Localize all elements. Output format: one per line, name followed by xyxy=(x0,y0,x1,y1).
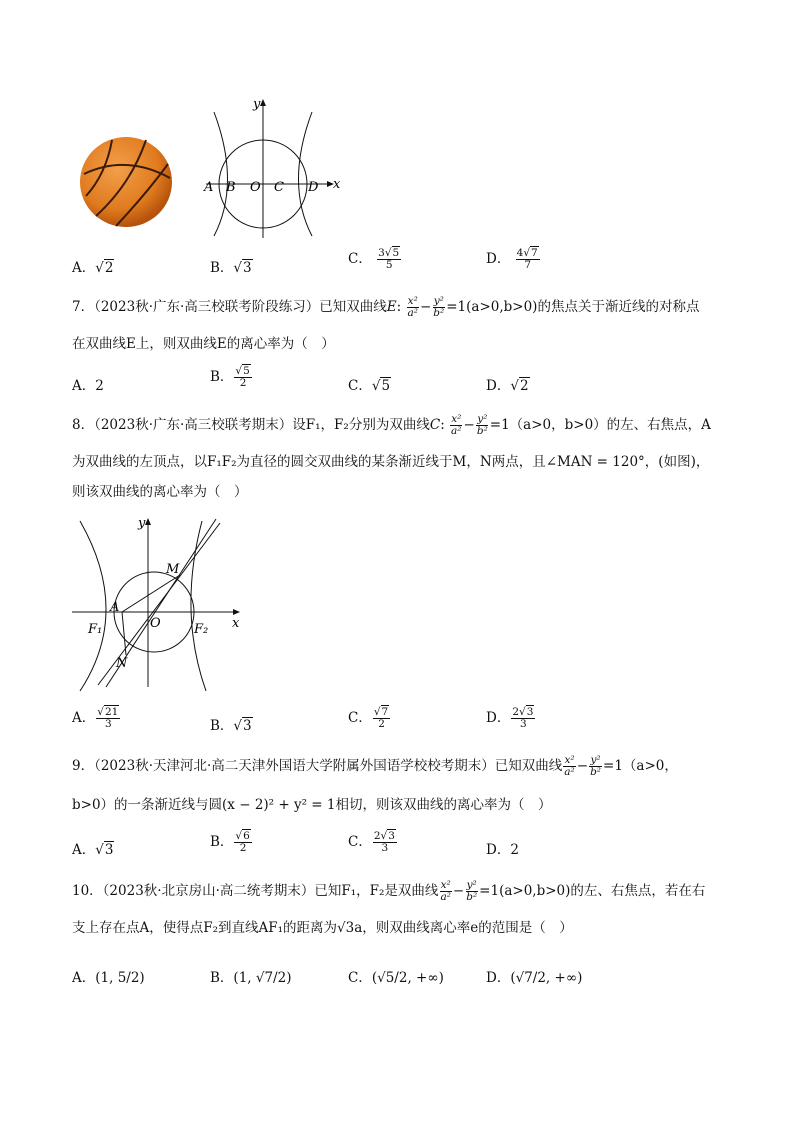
q10-stem-line2: 支上存在点A，使得点F₂到直线AF₁的距离为√3a，则双曲线离心率e的范围是（ ） xyxy=(72,920,573,936)
fig6-label-D: D xyxy=(308,180,319,195)
hyperbola-circle-figure-8 xyxy=(70,515,250,693)
q6-option-b[interactable]: B．√3 xyxy=(210,260,252,276)
q8-stem-line3: 则该双曲线的离心率为（ ） xyxy=(72,484,248,500)
fig6-label-B: B xyxy=(226,180,236,195)
q9-stem-line1: 9．（2023秋·天津河北·高二天津外国语大学附属外国语学校校考期末）已知双曲线 $\frac{\text{x²}}{\text{a²}}$ − $\frac{\text{y²}}{\text{b²}}$ =1（a>0， xyxy=(72,754,678,778)
fig8-label-F1: F₁ xyxy=(88,622,103,637)
q10-option-d[interactable]: D．(√7/2, +∞) xyxy=(486,970,583,986)
q7-option-b[interactable]: B． $\frac{√5}{2}$ xyxy=(210,365,250,389)
q7-stem-line2: 在双曲线E上，则双曲线E的离心率为（ ） xyxy=(72,336,335,352)
fig8-label-M: M xyxy=(166,562,180,577)
fig6-label-C: C xyxy=(274,180,284,195)
q9-option-b[interactable]: B． $\frac{√6}{2}$ xyxy=(210,830,250,854)
q10-option-c[interactable]: C．(√5/2, +∞) xyxy=(348,970,444,986)
fig8-label-O: O xyxy=(150,616,161,631)
q6-option-a[interactable]: A．√2 xyxy=(72,260,114,276)
q8-option-b[interactable]: B．√3 xyxy=(210,718,252,734)
q9-option-c[interactable]: C． $\frac{2√3}{3}$ xyxy=(348,830,395,854)
fig6-label-O: O xyxy=(250,180,261,195)
q6-option-c[interactable]: C． $\frac{3√5}{5}$ xyxy=(348,247,400,271)
q8-option-c[interactable]: C． $\frac{√7}{2}$ xyxy=(348,706,389,730)
q9-option-d[interactable]: D．2 xyxy=(486,842,519,858)
q9-option-a[interactable]: A．√3 xyxy=(72,842,114,858)
q8-stem-line2: 为双曲线的左顶点，以F₁F₂为直径的圆交双曲线的某条渐近线于M，N两点，且∠MAN = 120°，(如图)， xyxy=(72,454,710,470)
fig8-label-x: x xyxy=(232,616,240,631)
q7-stem-line1: 7．（2023秋·广东·高三校联考阶段练习）已知双曲线E: $\frac{\text{x²}}{\text{a²}}$ − $\frac{\text{y²}}{\text{b²}}$ =1(a>0,b>0)的焦点关于渐近线的对称点 xyxy=(72,295,700,319)
hyperbola-circle-figure-6 xyxy=(196,96,346,241)
q7-option-d[interactable]: D．√2 xyxy=(486,378,529,394)
q8-option-d[interactable]: D． $\frac{2√3}{3}$ xyxy=(486,706,534,730)
basketball-image xyxy=(76,134,178,230)
q6-option-d[interactable]: D． $\frac{4√7}{7}$ xyxy=(486,247,538,271)
fig8-label-N: N xyxy=(116,656,128,671)
q9-stem-line2: b>0）的一条渐近线与圆(x − 2)² + y² = 1相切，则该双曲线的离心率为（ ） xyxy=(72,797,552,813)
fig8-label-A: A xyxy=(110,600,120,615)
fig8-label-F2: F₂ xyxy=(194,622,209,637)
q8-option-a[interactable]: A． $\frac{√21}{3}$ xyxy=(72,706,119,730)
fig6-label-y: y xyxy=(253,97,261,112)
q10-option-a[interactable]: A．(1, 5/2) xyxy=(72,970,145,986)
q7-option-a[interactable]: A．2 xyxy=(72,378,104,394)
q10-option-b[interactable]: B．(1, √7/2) xyxy=(210,970,292,986)
fig8-label-y: y xyxy=(138,516,146,531)
fig6-label-x: x xyxy=(333,177,341,192)
q7-option-c[interactable]: C．√5 xyxy=(348,378,391,394)
fig6-label-A: A xyxy=(204,180,214,195)
q8-stem-line1: 8．（2023秋·广东·高三校联考期末）设F₁，F₂分别为双曲线C: $\frac{\text{x²}}{\text{a²}}$ − $\frac{\text{y²}}{\text{b²}}$ =1（a>0，b>0）的左、右焦点，A xyxy=(72,413,711,437)
q10-stem-line1: 10．（2023秋·北京房山·高二统考期末）已知F₁，F₂是双曲线 $\frac{\text{x²}}{\text{a²}}$ − $\frac{\text{y²}}{\text{b²}}$ =1(a>0,b>0)的左、右焦点，若在右 xyxy=(72,879,706,903)
